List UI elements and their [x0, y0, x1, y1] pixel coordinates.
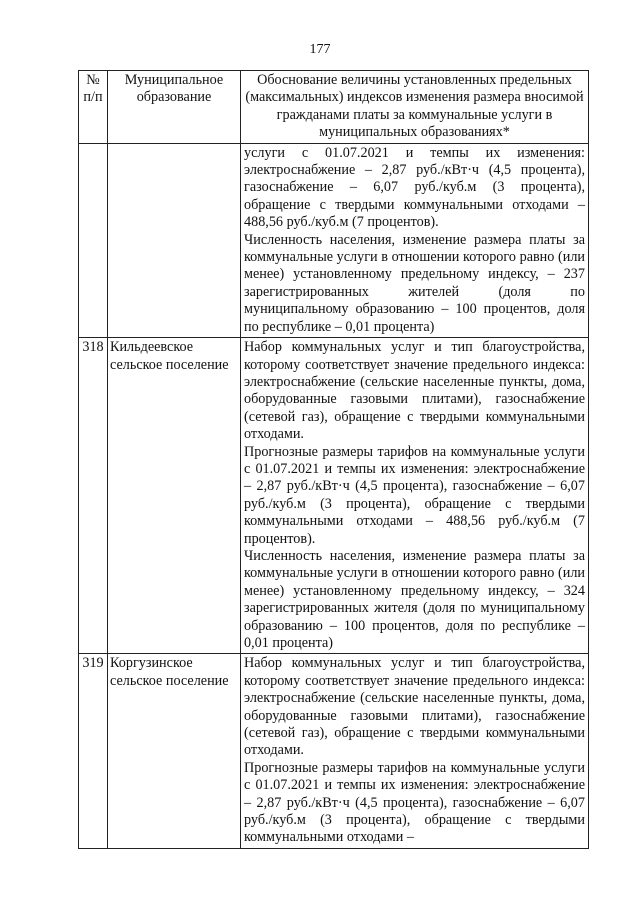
tariff-table	[78, 70, 589, 849]
row-municipality	[108, 143, 241, 337]
paragraph: Набор коммунальных услуг и тип благоустройства, которому соответствует значение предельного индекса: электроснабжение (сельские населенные пункты, дома, оборудованные газовыми плитами), газоснабжение (сетевой газ), обращение с твердыми коммунальными отходами.	[244, 655, 585, 759]
row-justification	[241, 143, 589, 337]
header-municipality: Муниципальное образование	[108, 71, 241, 144]
row-municipality: Коргузинское сельское поселение	[108, 654, 241, 848]
row-num: 318	[79, 338, 108, 654]
row-num: 319	[79, 654, 108, 848]
header-num: № п/п	[79, 71, 108, 144]
page-number: 177	[309, 42, 331, 57]
table-row	[79, 143, 589, 337]
paragraph: Набор коммунальных услуг и тип благоустройства, которому соответствует значение предельного индекса: электроснабжение (сельские населенные пункты, дома, оборудованные газовыми плитами), газоснабжение (сетевой газ), обращение с твердыми коммунальными отходами.	[244, 339, 585, 443]
row-municipality: Кильдеевское сельское поселение	[108, 338, 241, 654]
paragraph: Численность населения, изменение размера платы за коммунальные услуги в отношении которого равно (или менее) установленному предельному индексу, – 237 зарегистрированных жителей (доля по муниципальному образованию – 100 процентов, доля по республике – 0,01 процента)	[244, 231, 585, 335]
table-header-row	[79, 71, 589, 144]
table-row	[79, 338, 589, 654]
table-row	[79, 654, 589, 848]
paragraph: Прогнозные размеры тарифов на коммунальные услуги с 01.07.2021 и темпы их изменения: электроснабжение – 2,87 руб./кВт·ч (4,5 процента), газоснабжение – 6,07 руб./куб.м (3 процента), обращение с твердыми коммунальными отходами –	[244, 759, 585, 846]
header-justification: Обоснование величины установленных предельных (максимальных) индексов изменения размера вносимой гражданами платы за коммунальные услуги в муниципальных образованиях*	[241, 71, 589, 144]
paragraph: Прогнозные размеры тарифов на коммунальные услуги с 01.07.2021 и темпы их изменения: электроснабжение – 2,87 руб./кВт·ч (4,5 процента), газоснабжение – 6,07 руб./куб.м (3 процента), обращение с твердыми коммунальными отходами – 488,56 руб./куб.м (7 процентов).	[244, 443, 585, 547]
row-justification	[241, 654, 589, 848]
paragraph: Численность населения, изменение размера платы за коммунальные услуги в отношении которого равно (или менее) установленному предельному индексу, – 324 зарегистрированных жителя (доля по муниципальному образованию – 100 процентов, доля по республике – 0,01 процента)	[244, 547, 585, 651]
row-num	[79, 143, 108, 337]
row-justification	[241, 338, 589, 654]
paragraph: услуги с 01.07.2021 и темпы их изменения: электроснабжение – 2,87 руб./кВт·ч (4,5 процента), газоснабжение – 6,07 руб./куб.м (3 процента), обращение с твердыми коммунальными отходами – 488,56 руб./куб.м (7 процентов).	[244, 144, 585, 231]
